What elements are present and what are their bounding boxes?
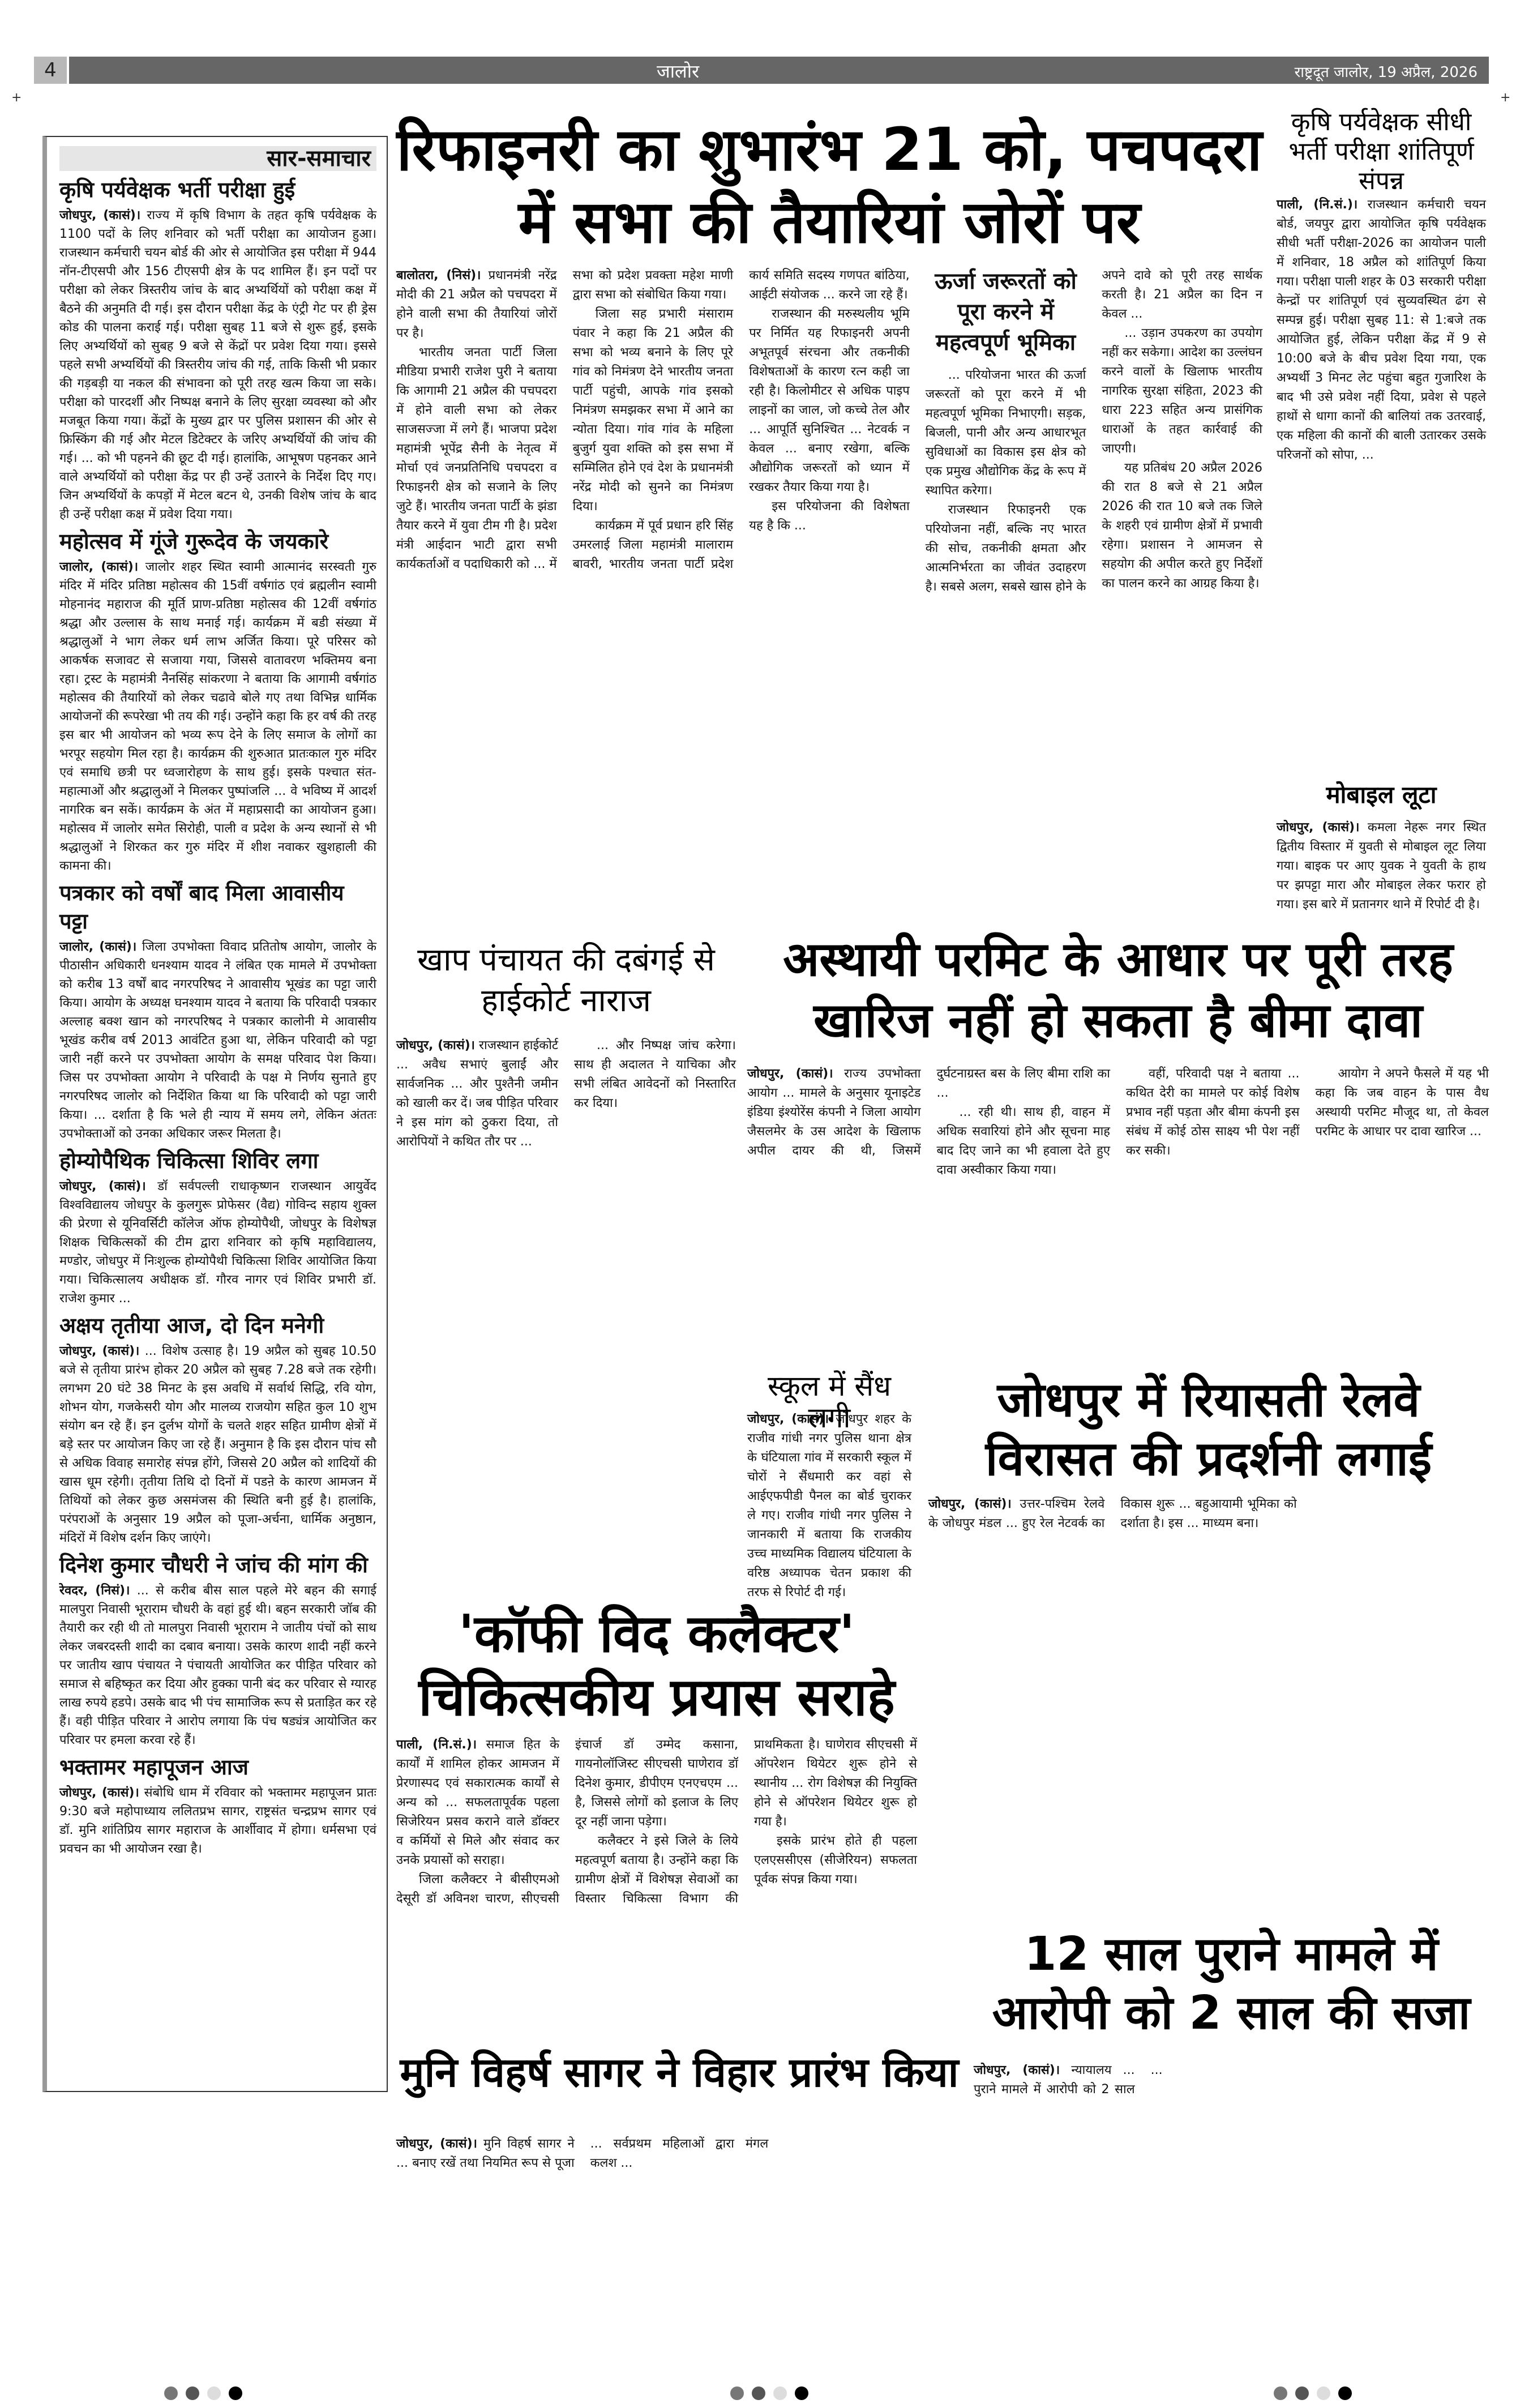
color-registration-dots xyxy=(1274,2386,1352,2400)
brief-dateline: रेवदर, (निसं)। xyxy=(59,1584,130,1598)
news-briefs-header xyxy=(59,143,376,172)
brief-dateline: जोधपुर, (कासं)। xyxy=(59,1786,139,1800)
paragraph: उत्तर-पश्चिम रेलवे के जोधपुर मंडल ... हुए रेल नेटवर्क का विकास शुरू ... बहुआयामी भूमिका को दर्शाता है। इस ... माध्यम बना। xyxy=(928,1497,1297,1530)
dateline: जोधपुर, (कासं)। xyxy=(396,2137,478,2151)
paragraph: राजस्थान हाईकोर्ट ... अवैध सभाएं बुलाईं और सार्वजनिक ... और पुश्तैनी जमीन को खाली कर दें। जब पीड़ित परिवार ने इस मांग को ठुकरा दिया, तो आरोपियों ने कथित तौर पर ... xyxy=(396,1038,558,1149)
paragraph: यह प्रतिबंध 20 अप्रैल 2026 की रात 8 बजे से 21 अप्रैल 2026 की रात 10 बजे तक जिले के शहरी एवं ग्रामीण क्षेत्रों में प्रभावी रहेगा। प्रशासन ने आमजन से सहयोग की अपील करते हुए निर्देशों का पालन करने का आग्रह किया है। xyxy=(1102,461,1262,591)
paragraph: ... और निष्पक्ष जांच करेगा। साथ ही अदालत ने याचिका और सभी लंबित आवेदनों को निस्तारित कर दिया। xyxy=(574,1038,736,1110)
right-body xyxy=(1277,195,1486,465)
brief-body: डॉ सर्वपल्ली राधाकृष्णन राजस्थान आयुर्वेद विश्वविद्यालय जोधपुर के कुलगुरू प्रोफेसर (वैद्य) गोविन्द सहाय शुक्ल की प्रेरणा से यूनिवर्सिटी कॉलेज ऑफ होम्योपैथी, जोधपुर के विशेषज्ञ शिक्षक चिकित्सकों की टीम द्वारा शनिवार को कृषि महाविद्यालय, मण्डोर, जोधपुर में निःशुल्क होम्योपैथी चिकित्सा शिविर आयोजित किया गया। चिकित्सालय अधीक्षक डॉ. गौरव नागर एवं शिविर प्रभारी डॉ. राजेश कुमार ... xyxy=(59,1179,376,1306)
page-number: 4 xyxy=(34,57,69,84)
lead-headline: रिफाइनरी का शुभारंभ 21 को, पचपदरा में सभा की तैयारियां जोरों पर xyxy=(396,115,1262,256)
khap-body xyxy=(396,1036,736,1152)
color-dot xyxy=(773,2386,787,2400)
brief-dateline: जालोर, (कासं)। xyxy=(59,560,139,574)
paragraph: समाज हित के कार्यों में शामिल होकर आमजन में प्रेरणास्पद एवं सकारात्मक कार्यों से अन्य को ... सफलतापूर्वक पहला सिजेरियन प्रसव कराने वाले डॉक्टर व कर्मियों से मिले और संवाद कर उनके प्रयासों को सराहा। xyxy=(396,1738,559,1867)
brief-dateline: जालोर, (कासं)। xyxy=(59,940,137,954)
coffee-body xyxy=(396,1735,917,2018)
color-dot xyxy=(1338,2386,1352,2400)
paragraph: जिला कलैक्टर ने बीसीएमओ देसूरी डॉ अविनश चारण, सीएचसी इंचार्ज डॉ उम्मेद कसाना, गायनोलॉजिस्ट सीएचसी घाणेराव डॉ दिनेश कुमार, डीपीएम एनएचएम ... है, जिससे लोगों को इलाज के लिए दूर नहीं जाना पड़ेगा। xyxy=(396,1738,738,1906)
dateline: बालोतरा, (निसं)। xyxy=(396,268,481,283)
color-dot xyxy=(164,2386,178,2400)
sentence-body xyxy=(974,2061,1489,2099)
paragraph: राजस्थान की मरुस्थलीय भूमि पर निर्मित यह रिफाइनरी अपनी अभूतपूर्व संरचना और तकनीकी विशेषताओं के कारण रत्न कही जा रही है। किलोमीटर से अधिक पाइप लाइनों का जाल, जो कच्चे तेल और ... आपूर्ति सुनिश्चित ... नेटवर्क न केवल ... बनाए रखेगा, बल्कि औद्योगिक जरूरतों को ध्यान में रखकर तैयार किया गया है। xyxy=(749,307,910,494)
brief-body: जिला उपभोक्ता विवाद प्रतितोष आयोग, जालोर के पीठासीन अधिकारी धनश्याम यादव ने लंबित एक मामले में उपभोक्ता को करीब 13 वर्षों बाद नगरपरिषद ने आवासीय भूखंड का पट्टा जारी किया। आयोग के अध्यक्ष घनश्याम यादव ने बताया कि परिवादी पत्रकार अल्लाह बक्श खान को नगरपरिषद ने पत्रकार कालोनी मे आवासीय भूखंड करीब वर्ष 2013 आवंटित हुआ था, लेकिन परिवादी को पट्टा जारी नहीं करने पर उपभोक्ता आयोग के समक्ष परिवाद पेश किया। जिस पर उपभोक्ता आयोग ने परिवादी के पक्ष मे निर्णय सुनाते हुए नगरपरिषद जालोर को निर्देशित किया था कि परिवादी को पट्टा जारी किया। ... दर्शाता है कि भले ही न्याय में समय लगे, लेकिन अंततः उपभोक्ताओं को उनका अधिकार जरूर मिलता है। xyxy=(59,940,376,1141)
paragraph: न्यायालय ... पुराने मामले में आरोपी को 2 साल ... xyxy=(974,2063,1163,2097)
brief-headline: होम्योपैथिक चिकित्सा शिविर लगा xyxy=(59,1148,319,1173)
paragraph: कार्यक्रम में पूर्व प्रधान हरि सिंह उमरलाई जिला महामंत्री मालाराम बावरी, भारतीय जनता पार्टी प्रदेश कार्य समिति सदस्य गणपत बांठिया, आईटी संयोजक ... करने जा रहे हैं। xyxy=(572,268,910,571)
mobile-body xyxy=(1277,818,1486,914)
paragraph: कलैक्टर ने इसे जिले के लिये महत्वपूर्ण बताया है। उन्होंने कहा कि ग्रामीण क्षेत्रों में विशेषज्ञ सेवाओं का विस्तार चिकित्सा विभाग की प्राथमिकता है। घाणेराव सीएचसी में ऑपरेशन थियेटर शुरू होने से स्थानीय ... रोग विशेषज्ञ की नियुक्ति होने से ऑपरेशन थियेटर शुरू हो गया है। xyxy=(575,1738,917,1906)
color-dot xyxy=(186,2386,199,2400)
school-headline: स्कूल में सैंध लगी xyxy=(768,1370,891,1434)
muni-headline: मुनि विहर्ष सागर ने विहार प्रारंभ किया xyxy=(400,2048,959,2096)
coffee-headline: 'कॉफी विद कलैक्टर' चिकित्सकीय प्रयास सराहे xyxy=(418,1603,895,1727)
news-briefs-box xyxy=(42,136,388,2092)
brief-headline: महोत्सव में गूंजे गुरूदेव के जयकारे xyxy=(59,529,329,554)
color-dot xyxy=(229,2386,242,2400)
color-dot xyxy=(1274,2386,1287,2400)
brief-item xyxy=(59,1147,376,1308)
news-briefs-title: सार-समाचार xyxy=(261,146,376,171)
dateline: जोधपुर, (कासं)। xyxy=(396,1038,475,1053)
brief-item xyxy=(59,879,376,1143)
brief-dateline: जोधपुर, (कासं)। xyxy=(59,208,141,223)
paragraph: इस परियोजना की विशेषता यह है कि ... xyxy=(749,499,910,533)
brief-dateline: जोधपुर, (कासं)। xyxy=(59,1344,140,1358)
railway-headline: जोधपुर में रियासती रेलवे विरासत की प्रदर्शनी लगाई xyxy=(985,1372,1432,1486)
registration-mark: + xyxy=(1500,91,1511,105)
paragraph: राजस्थान कर्मचारी चयन बोर्ड, जयपुर द्वारा आयोजित कृषि पर्यवेक्षक सीधी भर्ती परीक्षा-2026 का आयोजन पाली में शनिवार, 18 अप्रैल को शांतिपूर्ण किया गया। परीक्षा पाली शहर के 03 सरकारी परीक्षा केन्द्रों पर शांतिपूर्ण एवं सुव्यवस्थित ढंग से सम्पन्न हुई। परीक्षा सुबह 11: से 1:बजे तक आयोजित हुई, लेकिन परीक्षा केंद्र में 9 से 10:00 बजे के बीच प्रवेश दिया गया, एक अभ्यर्थी 3 मिनट लेट पहुंचा बहुत गुजारिश के बाद भी उसे प्रवेश नहीं दिया, प्रवेश से पहले हाथों से धागा कानों की बालियां तक उतरवाई, एक महिला की कानों की बाली उतारकर उसके परिजनों को सोपा, ... xyxy=(1277,198,1486,462)
color-dot xyxy=(730,2386,744,2400)
railway-body xyxy=(928,1495,1489,1533)
dateline: जोधपुर, (कासं)। xyxy=(928,1497,1012,1511)
right-headline: कृषि पर्यवेक्षक सीधी भर्ती परीक्षा शांतिपूर्ण संपन्न xyxy=(1288,108,1474,195)
brief-item xyxy=(59,176,376,524)
paragraph: भारतीय जनता पार्टी जिला मीडिया प्रभारी राजेश पुरी ने बताया कि आगामी 21 अप्रैल की पचपदरा में होने वाली सभा को लेकर साजसज्जा में लगे हैं। भाजपा प्रदेश महामंत्री भूपेंद्र सैनी के नेतृत्व में मोर्चा एवं जनप्रतिनिधि पचपदरा व रिफाइनरी क्षेत्र को सजाने के लिए जुटे हैं। भारतीय जनता पार्टी के झंडा तैयार करने में युवा टीम गी है। प्रदेश मंत्री आईदान भाटी द्वारा सभी कार्यकर्ताओं व पदाधिकारी को ... में सभा को प्रदेश प्रवक्ता महेश माणी द्वारा सभा को संबोधित किया गया। xyxy=(396,268,734,571)
dateline: जोधपुर, (कासं)। xyxy=(747,1067,833,1081)
dateline: जोधपुर, (कासं)। xyxy=(974,2063,1060,2077)
dateline: पाली, (नि.सं.)। xyxy=(1277,198,1358,212)
color-dot xyxy=(1317,2386,1330,2400)
section-name: जालोर xyxy=(657,61,700,82)
color-registration-dots xyxy=(164,2386,242,2400)
brief-item xyxy=(59,527,376,875)
color-dot xyxy=(1295,2386,1309,2400)
brief-body: ... विशेष उत्साह है। 19 अप्रैल को सुबह 10.50 बजे से तृतीया प्रारंभ होकर 20 अप्रैल को सुबह 7.28 बजे तक रहेगी। लगभग 20 घंटे 38 मिनट के इस अवधि में सर्वार्थ सिद्धि, रवि योग, शोभन योग, गजकेसरी योग और मालव्य राजयोग सहित कुल 10 शुभ संयोग बन रहे हैं। इन दुर्लभ योगों के चलते शहर सहित ग्रामीण क्षेत्रों में बड़े स्तर पर आयोजन किए जा रहे हैं। अनुमान है कि इस दौरान पांच सौ से अधिक विवाह समारोह संपन्न होंगे, जिससे 20 अप्रैल को शादियों की खास धूम रहेगी। तृतीया तिथि दो दिनों में पडऩे के कारण आमजन में तिथियों को लेकर कुछ असमंजस की स्थिति बनी हुई है। हालांकि, परंपराओं के अनुसार 19 अप्रैल को पूजा-अर्चना, धार्मिक अनुष्ठान, मंदिरों में विशेष दर्शन किए जाएंगे। xyxy=(59,1344,376,1545)
registration-mark: + xyxy=(11,91,22,105)
paragraph: राज्य उपभोक्ता आयोग ... मामले के अनुसार यूनाइटेड इंडिया इंश्योरेंस कंपनी ने जिला आयोग जैसलमेर के उस आदेश के खिलाफ अपील दायर की थी, जिसमें दुर्घटनाग्रस्त बस के लिए बीमा राशि का ... xyxy=(747,1067,1110,1158)
brief-headline: पत्रकार को वर्षों बाद मिला आवासीय पट्टा xyxy=(59,880,344,934)
brief-body: संबोधि धाम में रविवार को भक्तामर महापूजन प्रातः 9:30 बजे महोपाध्याय ललितप्रभ सागर, राष्ट्रसंत चन्द्रप्रभ सागर एवं डॉ. मुनि शांतिप्रिय सागर महाराज के आर्शीवाद में होगा। धर्मसभा एवं प्रवचन का भी आयोजन रखा है। xyxy=(59,1786,376,1856)
brief-item xyxy=(59,1551,376,1750)
color-registration-dots xyxy=(730,2386,808,2400)
muni-body xyxy=(396,2135,962,2173)
color-dot xyxy=(752,2386,765,2400)
brief-headline: भक्तामर महापूजन आज xyxy=(59,1755,249,1780)
brief-body: जालोर शहर स्थित स्वामी आत्मानंद सरस्वती गुरु मंदिर में मंदिर प्रतिष्ठा महोत्सव की 15वीं वर्षगांठ एवं ब्रह्मलीन स्वामी मोहनानंद महाराज की मूर्ति प्राण-प्रतिष्ठा महोत्सव की 12वीं वर्षगांठ श्रद्धा और उल्लास के साथ मनाई गई। कार्यक्रम में बडी संख्या में श्रद्धालुओं ने भाग लेकर धर्म लाभ अर्जित किया। पूरे परिसर को आकर्षक सजावट से सजाया गया, जिससे वातावरण भक्तिमय बना रहा। ट्रस्ट के महामंत्री नैनसिंह सांकरणा ने बताया कि आगामी वर्षगांठ महोत्सव की तैयारियों को लेकर चढावे बोले गए तथा विभिन्न धार्मिक आयोजनों की रूपरेखा भी तय की गई। उन्होंने कहा कि हर वर्ष की तरह इस बार भी आयोजन को भव्य रूप देने के लिए समाज के लोगों का भरपूर सहयोग मिल रहा है। कार्यक्रम की शुरुआत प्रातःकाल गुरु मंदिर एवं समाधि छत्री पर ध्वजारोहण के साथ हुई। इसके पश्चात संत-महात्माओं और श्रद्धालुओं ने मिलकर पुष्पांजलि ... वे भविष्य में आदर्श नागरिक बन सकें। कार्यक्रम के अंत में महाप्रसादी का आयोजन हुआ। महोत्सव में जालोर समेत सिरोही, पाली व प्रदेश के अन्य स्थानों से भी श्रद्धालुओं ने शिरकत कर गुरु मंदिर में शीश नवाकर खुशहाली की कामना की। xyxy=(59,560,376,873)
paragraph: ... उड़ान उपकरण का उपयोग नहीं कर सकेगा। आदेश का उल्लंघन करने वालों के खिलाफ भारतीय नागरिक सुरक्षा संहिता, 2023 की धारा 223 सहित अन्य प्रासंगिक धाराओं के तहत कार्रवाई की जाएगी। xyxy=(1102,326,1262,456)
paragraph: ... रही थी। साथ ही, वाहन में अधिक सवारियां होने और सूचना माह बाद दिए जाने का भी हवाला देते हुए दावा अस्वीकार किया गया। xyxy=(936,1105,1110,1177)
paragraph: राजस्थान रिफाइनरी एक परियोजना नहीं, बल्कि नए भारत की सोच, तकनीकी क्षमता और आत्मनिर्भरता का जीवंत उदाहरण है। सबसे अलग, सबसे खास होने के अपने दावे को पूरी तरह सार्थक करती है। 21 अप्रैल का दिन न केवल ... xyxy=(925,268,1262,594)
lead-subhead: ऊर्जा जरूरतों को पूरा करने में महत्वपूर्ण भूमिका xyxy=(935,268,1077,356)
dateline: जोधपुर, (कासं)। xyxy=(747,1412,829,1426)
paragraph: ... परियोजना भारत की ऊर्जा जरूरतों को पूरा करने में भी महत्वपूर्ण भूमिका निभाएगी। सड़क, बिजली, पानी और अन्य आधारभूत सुविधाओं का विकास इस क्षेत्र को एक प्रमुख औद्योगिक केंद्र के रूप में स्थापित करेगा। xyxy=(925,368,1086,498)
sentence-headline: 12 साल पुराने मामले में आरोपी को 2 साल की सजा xyxy=(992,1927,1471,2040)
brief-headline: कृषि पर्यवेक्षक भर्ती परीक्षा हुई xyxy=(59,177,296,202)
brief-body: ... से करीब बीस साल पहले मेरे बहन की सगाई मालपुरा निवासी भूराराम चौधरी के वहां हुई थी। बहन सरकारी जॉब की तैयारी कर रही थी तो मालपुरा निवासी भूराराम ने जातीय पंचों को साथ लेकर जबरदस्ती शादी का दबाव बनाया। उसके कारण शादी नहीं करने पर जातीय खाप पंचायत ने पंचायती आयोजित कर पीड़ित परिवार को समाज से बहिष्कृत कर दिया और हुक्का पानी बंद कर परिवार से ग्यारह लाख रुपये हडपे। उसके बाद भी पंच सामाजिक रूप से प्रताड़ित कर रहे हैं। वही पीड़ित परिवार ने आरोप लगाया कि पंच षड्यंत्र आयोजित कर परिवार पर हमला करवा रहे हैं। xyxy=(59,1584,377,1747)
brief-body: राज्य में कृषि विभाग के तहत कृषि पर्यवेक्षक के 1100 पदों के लिए शनिवार को भर्ती परीक्षा का आयोजन हुआ। राजस्थान कर्मचारी चयन बोर्ड की ओर से आयोजित इस परीक्षा में 944 नॉन-टीएसपी और 156 टीएसपी क्षेत्र के पद शामिल हैं। इन पदों पर परीक्षा को लेकर त्रिस्तरीय जांच के बाद अभ्यर्थियों को परीक्षा कक्ष में बैठने की अनुमति दी गई। इस दौरान परीक्षा केंद्र के एंट्री गेट पर ही ड्रेस कोड की पालना कराई गई। परीक्षा सुबह 11 बजे से शुरू हुई, इसके लिए अभ्यर्थियों को सुबह 9 बजे से केंद्रों पर प्रवेश दिया गया। इससे पहले सभी अभ्यर्थियों की त्रिस्तरीय जांच की गई, ताकि किसी भी प्रकार की गड़बड़ी या नकल की संभावना को पूरी तरह खत्म किया जा सके। परीक्षा को पारदर्शी और निष्पक्ष बनाने के लिए सुरक्षा व्यवस्था को और मजबूत किया गया। केंद्रों के मुख्य द्वार पर पुलिस प्रशासन की ओर से फ्रिस्किंग की गई और मेटल डिटेक्टर के जरिए अभ्यर्थियों की जांच की गई। ... को भी पहनने की छूट दी गई। हालांकि, आभूषण पहनकर आने वाले अभ्यर्थियों को परीक्षा केंद्र पर ही उन्हें उतारने के निर्देश दिए गए। जिन अभ्यर्थियों के कपड़ों में मेटल बटन थे, उनकी विशेष जांच के बाद ही उन्हें परीक्षा कक्ष में प्रवेश दिया गया। xyxy=(59,208,376,521)
permit-body xyxy=(747,1064,1489,1291)
school-body xyxy=(747,1410,911,1602)
color-dot xyxy=(795,2386,808,2400)
page-header-bar xyxy=(34,57,1489,84)
dateline: जोधपुर, (कासं)। xyxy=(1277,820,1360,835)
permit-headline: अस्थायी परमिट के आधार पर पूरी तरह खारिज नहीं हो सकता है बीमा दावा xyxy=(783,931,1453,1048)
paragraph: वहीं, परिवादी पक्ष ने बताया ... कथित देरी का मामले पर कोई विशेष प्रभाव नहीं पड़ता और बीमा कंपनी इस संबंध में कोई ठोस साक्ष्य भी पेश नहीं कर सकी। xyxy=(1126,1067,1300,1158)
brief-headline: दिनेश कुमार चौधरी ने जांच की मांग की xyxy=(59,1552,368,1577)
header-bar-decoration xyxy=(59,146,280,171)
paragraph: जोधपुर शहर के राजीव गांधी नगर पुलिस थाना क्षेत्र के घंटियाला गांव में सरकारी स्कूल में चोरों ने सैंधमारी कर वहां से आईएफपीडी पैनल का बोर्ड चुराकर ले गए। राजीव गांधी नगर पुलिस ने जानकारी में बताया कि राजकीय उच्च माध्यमिक विद्यालय घंटियाला के वरिष्ठ अध्यापक चेतन प्रकाश की तरफ से रिपोर्ट दी गई। xyxy=(747,1412,911,1599)
paragraph: जिला सह प्रभारी मंसाराम पंवार ने कहा कि 21 अप्रैल की सभा को भव्य बनाने के लिए पूरे गांव को निमंत्रण देने भारतीय जनता पार्टी पहुंची, आपके गांव इसको निमंत्रण समझकर सभा में आने का न्योता दिया। गांव गांव के महिला बुजुर्ग युवा शक्ति को इस सभा में सम्मिलित होने एवं देश के प्रधानमंत्री नरेंद्र मोदी को सुनने का निमंत्रण दिया। xyxy=(572,307,734,514)
paragraph: इसके प्रारंभ होते ही पहला एलएससीएस (सीजेरियन) सफलता पूर्वक संपन्न किया गया। xyxy=(754,1834,917,1887)
brief-item xyxy=(59,1311,376,1547)
paragraph: मुनि विहर्ष सागर ने ... बनाए रखें तथा नियमित रूप से पूजा ... सर्वप्रथम महिलाओं द्वारा मंगल कलश ... xyxy=(396,2137,769,2170)
paragraph: प्रधानमंत्री नरेंद्र मोदी की 21 अप्रैल को पचपदरा में होने वाली सभा की तैयारियां जोरों पर है। xyxy=(396,268,557,340)
khap-headline: खाप पंचायत की दबंगई से हाईकोर्ट नाराज xyxy=(417,942,715,1019)
brief-headline: अक्षय तृतीया आज, दो दिन मनेगी xyxy=(59,1313,324,1338)
brief-dateline: जोधपुर, (कासं)। xyxy=(59,1179,146,1194)
publication-dateline: राष्ट्रदूत जालोर, 19 अप्रैल, 2026 xyxy=(1294,64,1478,81)
mobile-headline: मोबाइल लूटा xyxy=(1326,781,1437,809)
paragraph: आयोग ने अपने फैसले में यह भी कहा कि जब वाहन के पास वैध अस्थायी परमिट मौजूद था, तो केवल परमिट के आधार पर दावा खारिज ... xyxy=(1315,1067,1489,1139)
paragraph: कमला नेहरू नगर स्थित द्वितीय विस्तार में युवती से मोबाइल लूट लिया गया। बाइक पर आए युवक ने युवती के हाथ पर झपट्टा मारा और मोबाइल लेकर फरार हो गया। इस बारे में प्रतानगर थाने में रिपोर्ट दी है। xyxy=(1277,820,1486,912)
brief-item xyxy=(59,1753,376,1858)
lead-body xyxy=(396,266,1262,912)
color-dot xyxy=(207,2386,221,2400)
dateline: पाली, (नि.सं.)। xyxy=(396,1738,477,1752)
